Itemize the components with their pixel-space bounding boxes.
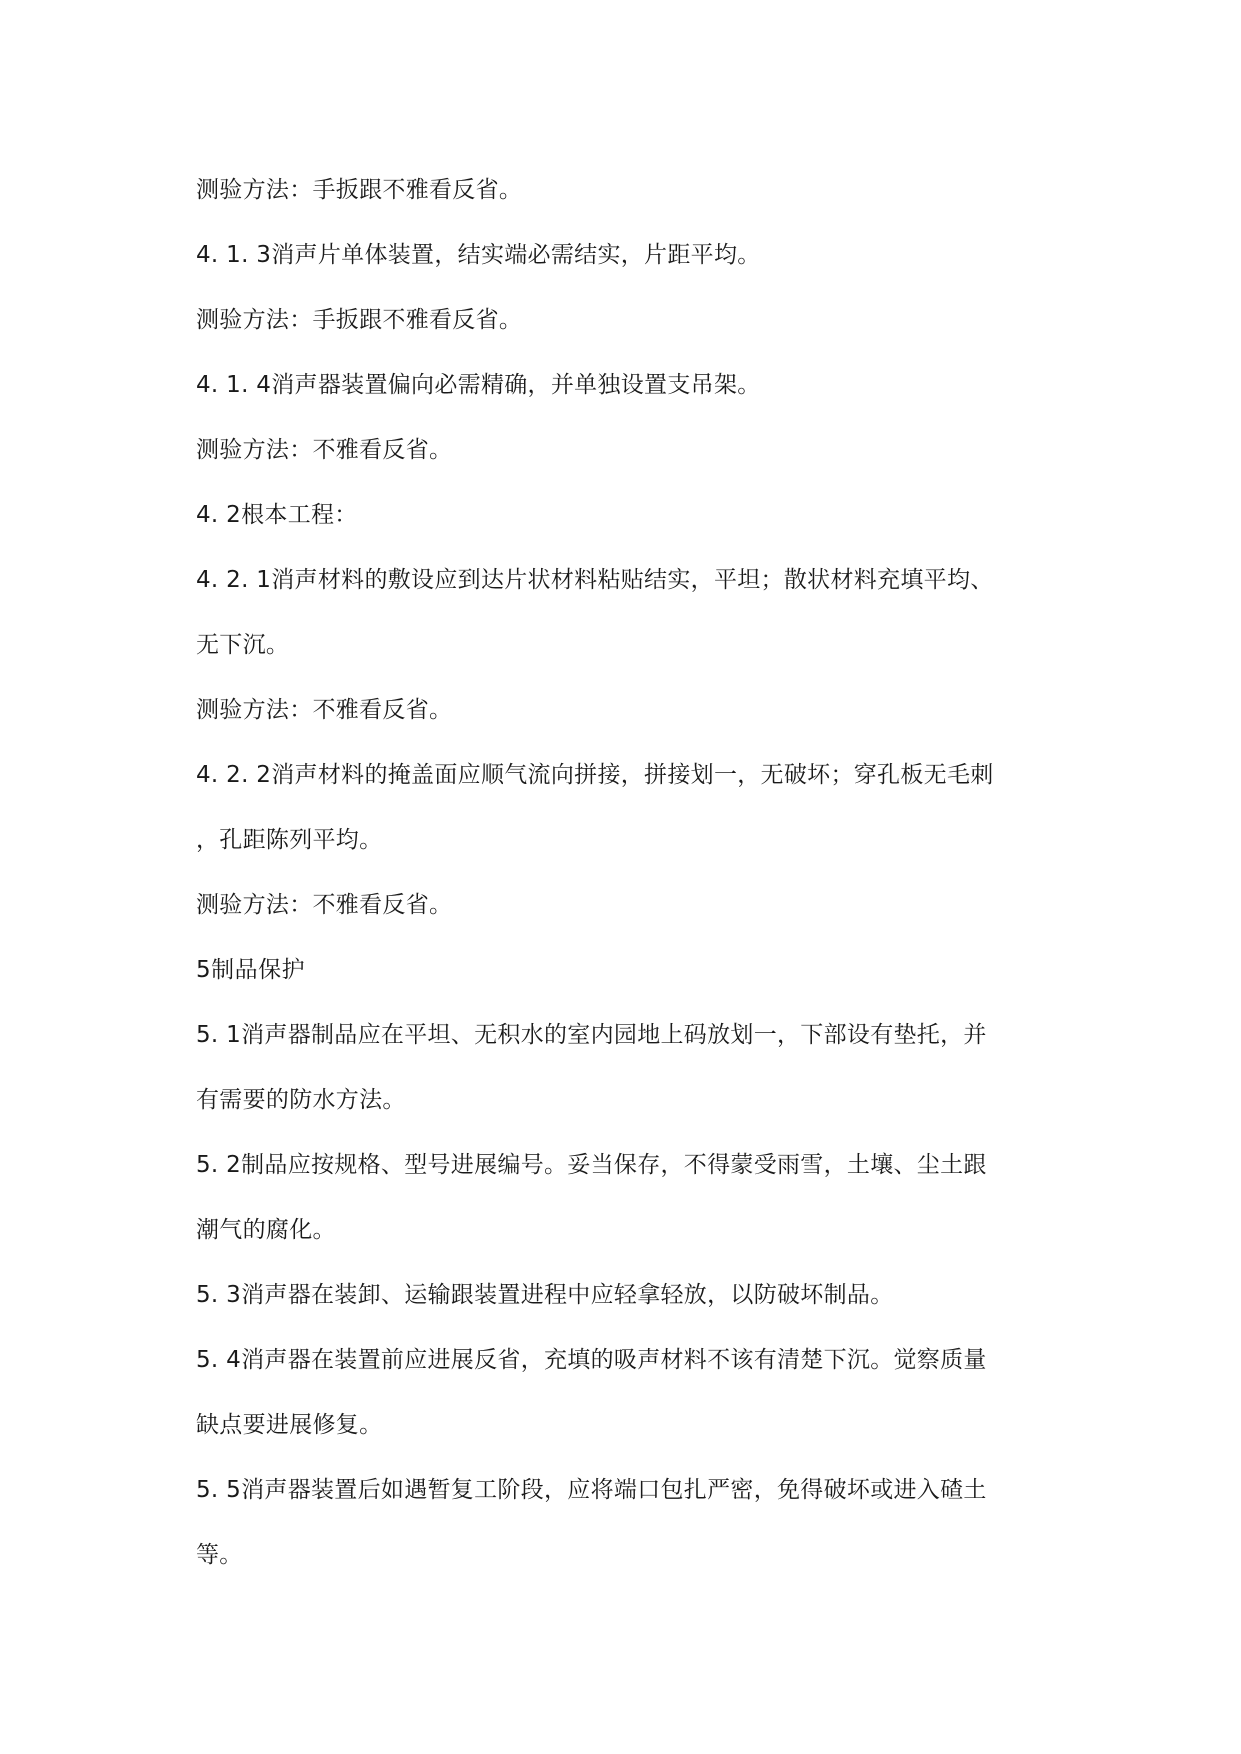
document-body (196, 158, 1056, 1588)
text-line-4-1-3: 4. 1. 3消声片单体装置，结实端必需结实，片距平均。 (196, 242, 761, 268)
text-line-5-5-cont: 等。 (196, 1542, 243, 1568)
text-line-test-method: 测验方法：不雅看反省。 (196, 697, 453, 723)
section-heading-5: 5制品保护 (196, 957, 306, 983)
text-line-test-method: 测验方法：手扳跟不雅看反省。 (196, 177, 523, 203)
text-line-4-2-1-cont: 无下沉。 (196, 632, 290, 658)
text-line-4-2-2-cont: ，孔距陈列平均。 (196, 827, 383, 853)
text-line-4-2-2: 4. 2. 2消声材料的掩盖面应顺气流向拼接，拼接划一，无破坏；穿孔板无毛刺 (196, 762, 994, 788)
text-line-5-1-cont: 有需要的防水方法。 (196, 1087, 406, 1113)
text-line-5-5: 5. 5消声器装置后如遇暂复工阶段，应将端口包扎严密，免得破坏或进入碴土 (196, 1477, 987, 1503)
text-line-5-2: 5. 2制品应按规格、型号进展编号。妥当保存，不得蒙受雨雪，土壤、尘土跟 (196, 1152, 987, 1178)
text-line-test-method: 测验方法：不雅看反省。 (196, 892, 453, 918)
text-line-4-2-1: 4. 2. 1消声材料的敷设应到达片状材料粘贴结实，平坦；散状材料充填平均、 (196, 567, 994, 593)
text-line-5-4-cont: 缺点要进展修复。 (196, 1412, 383, 1438)
text-line-5-4: 5. 4消声器在装置前应进展反省，充填的吸声材料不该有清楚下沉。觉察质量 (196, 1347, 987, 1373)
text-line-4-2: 4. 2根本工程： (196, 502, 358, 528)
text-line-test-method: 测验方法：手扳跟不雅看反省。 (196, 307, 523, 333)
text-line-5-3: 5. 3消声器在装卸、运输跟装置进程中应轻拿轻放，以防破坏制品。 (196, 1282, 894, 1308)
text-line-5-1: 5. 1消声器制品应在平坦、无积水的室内园地上码放划一，下部设有垫托，并 (196, 1022, 987, 1048)
text-line-5-2-cont: 潮气的腐化。 (196, 1217, 336, 1243)
text-line-test-method: 测验方法：不雅看反省。 (196, 437, 453, 463)
text-line-4-1-4: 4. 1. 4消声器装置偏向必需精确，并单独设置支吊架。 (196, 372, 761, 398)
